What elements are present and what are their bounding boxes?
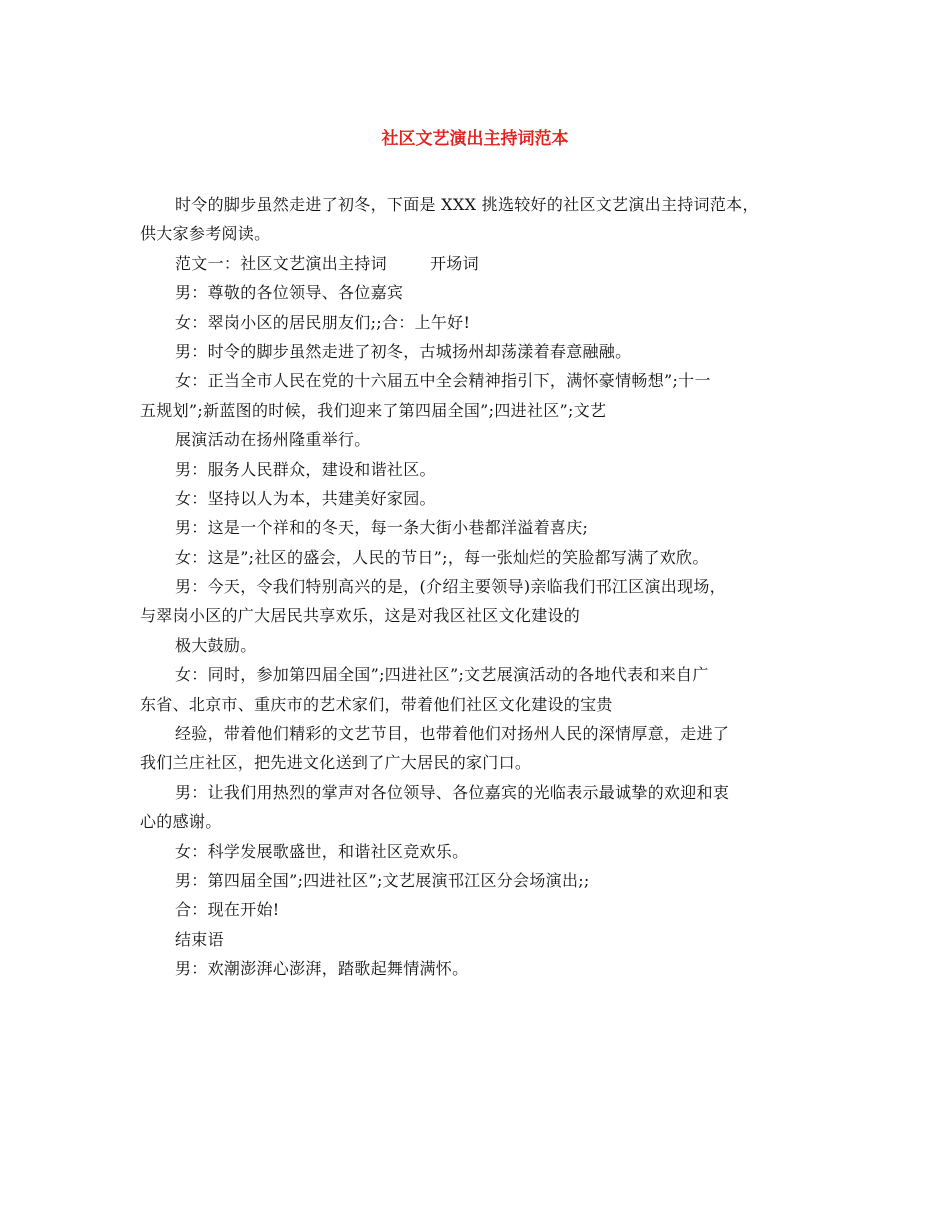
paragraph-line: 男：第四届全国”;四进社区”;文艺展演邗江区分会场演出;; [175, 870, 590, 890]
paragraph-line: 男：今天，令我们特别高兴的是，(介绍主要领导)亲临我们邗江区演出现场， [175, 577, 726, 597]
paragraph-line: 女：坚持以人为本，共建美好家园。 [175, 488, 436, 508]
paragraph-line: 与翠岗小区的广大居民共享欢乐，这是对我区社区文化建设的 [140, 606, 581, 626]
paragraph-line: 结束语 [175, 929, 224, 949]
paragraph-line: 女：这是”;社区的盛会，人民的节日”;，每一张灿烂的笑脸都写满了欢欣。 [175, 547, 709, 567]
paragraph-line: 女：科学发展歌盛世，和谐社区竞欢乐。 [175, 841, 469, 861]
paragraph-line: 男：服务人民群众，建设和谐社区。 [175, 459, 436, 479]
paragraph-line: 男：让我们用热烈的掌声对各位领导、各位嘉宾的光临表示最诚挚的欢迎和衷 [175, 782, 730, 802]
paragraph-line: 五规划”;新蓝图的时候，我们迎来了第四届全国”;四进社区”;文艺 [140, 400, 607, 420]
paragraph-line: 合：现在开始! [175, 900, 280, 920]
paragraph-line: 女：同时，参加第四届全国”;四进社区”;文艺展演活动的各地代表和来自广 [175, 665, 709, 685]
paragraph-line: 男：时令的脚步虽然走进了初冬，古城扬州却荡漾着春意融融。 [175, 341, 632, 361]
paragraph-line: 供大家参考阅读。 [140, 224, 271, 244]
paragraph-line: 时令的脚步虽然走进了初冬，下面是 XXX 挑选较好的社区文艺演出主持词范本， [175, 195, 759, 214]
paragraph-line: 心的感谢。 [140, 812, 222, 832]
paragraph-line: 女：正当全市人民在党的十六届五中全会精神指引下，满怀豪情畅想”;十一 [175, 371, 711, 391]
document-body [140, 190, 830, 984]
paragraph-line: 经验，带着他们精彩的文艺节目，也带着他们对扬州人民的深情厚意，走进了 [175, 724, 730, 744]
paragraph-line: 男：欢潮澎湃心澎湃，踏歌起舞情满怀。 [175, 959, 469, 979]
paragraph-line: 东省、北京市、重庆市的艺术家们，带着他们社区文化建设的宝贵 [140, 694, 613, 714]
paragraph-line: 女：翠岗小区的居民朋友们;;合：上午好! [175, 312, 471, 332]
paragraph-line: 我们兰庄社区，把先进文化送到了广大居民的家门口。 [140, 753, 532, 773]
paragraph-line: 极大鼓励。 [175, 635, 257, 655]
paragraph-line: 男：尊敬的各位领导、各位嘉宾 [175, 283, 404, 303]
paragraph-line: 范文一：社区文艺演出主持词 开场词 [175, 253, 479, 273]
paragraph-line: 男：这是一个祥和的冬天，每一条大街小巷都洋溢着喜庆; [175, 518, 589, 538]
paragraph-line: 展演活动在扬州隆重举行。 [175, 430, 371, 450]
document-title: 社区文艺演出主持词范本 [381, 129, 569, 149]
